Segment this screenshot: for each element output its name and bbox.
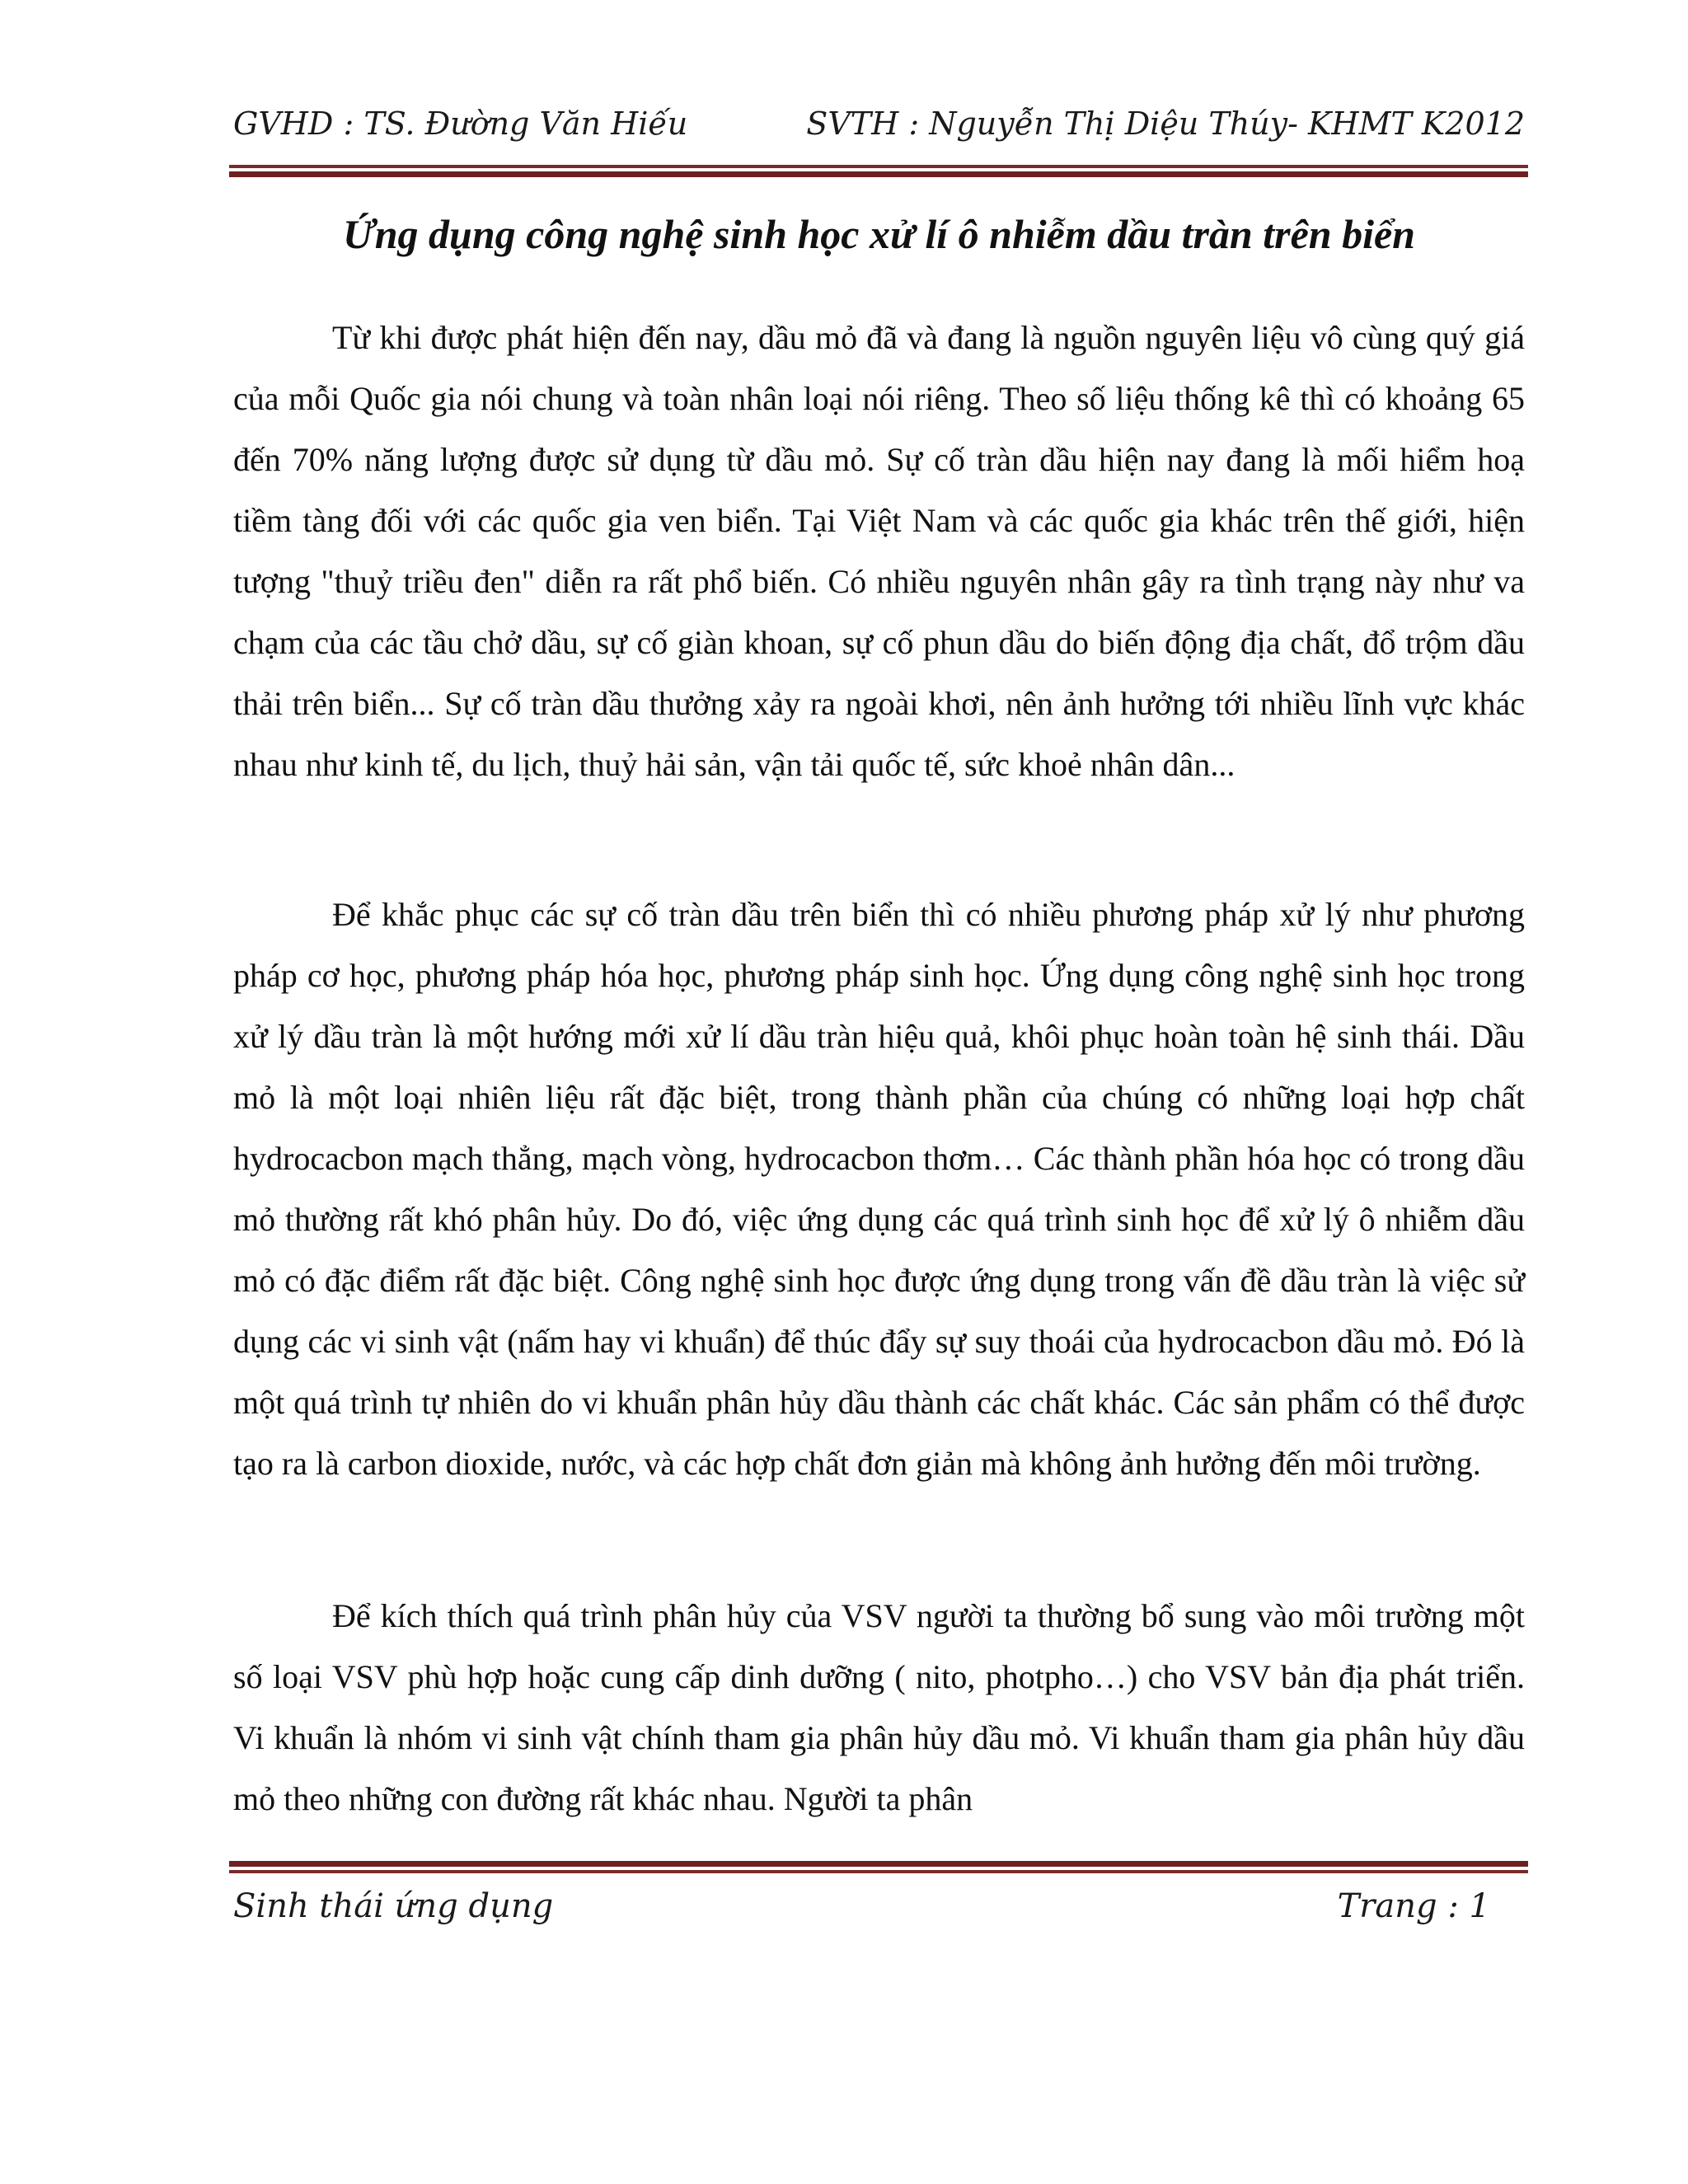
header-supervisor: GVHD : TS. Đường Văn Hiếu: [233, 105, 688, 142]
header-student: SVTH : Nguyễn Thị Diệu Thúy- KHMT K2012: [806, 105, 1525, 142]
paragraph-1: [233, 307, 1525, 795]
page-header: [233, 105, 1525, 152]
footer-divider: [229, 1861, 1528, 1873]
footer-subject: Sinh thái ứng dụng: [233, 1887, 554, 1925]
page-footer: [233, 1887, 1490, 1933]
paragraph-1-text: Từ khi được phát hiện đến nay, dầu mỏ đã và đang là nguồn nguyên liệu vô cùng quý giá của mỗi Quốc gia nói chung và toàn nhân loại nói riêng. Theo số liệu thống kê thì có khoảng 65 đến 70% năng lượng được sử dụng từ dầu mỏ. Sự cố tràn dầu hiện nay đang là mối hiểm hoạ tiềm tàng đối với các quốc gia ven biển. Tại Việt Nam và các quốc gia khác trên thế giới, hiện tượng "thuỷ triều đen" diễn ra rất phổ biến. Có nhiều nguyên nhân gây ra tình trạng này như va chạm của các tầu chở dầu, sự cố giàn khoan, sự cố phun dầu do biến động địa chất, đổ trộm dầu thải trên biển... Sự cố tràn dầu thưởng xảy ra ngoài khơi, nên ảnh hưởng tới nhiều lĩnh vực khác nhau như kinh tế, du lịch, thuỷ hải sản, vận tải quốc tế, sức khoẻ nhân dân...: [233, 319, 1525, 783]
footer-page-number: Trang : 1: [1337, 1887, 1490, 1925]
header-divider: [229, 165, 1528, 177]
paragraph-2-text: Để khắc phục các sự cố tràn dầu trên biển thì có nhiều phương pháp xử lý như phương pháp cơ học, phương pháp hóa học, phương pháp sinh học. Ứng dụng công nghệ sinh học trong xử lý dầu tràn là một hướng mới xử lí dầu tràn hiệu quả, khôi phục hoàn toàn hệ sinh thái. Dầu mỏ là một loại nhiên liệu rất đặc biệt, trong thành phần của chúng có những loại hợp chất hydrocacbon mạch thẳng, mạch vòng, hydrocacbon thơm… Các thành phần hóa học có trong dầu mỏ thường rất khó phân hủy. Do đó, việc ứng dụng các quá trình sinh học để xử lý ô nhiễm dầu mỏ có đặc điểm rất đặc biệt. Công nghệ sinh học được ứng dụng trong vấn đề dầu tràn là việc sử dụng các vi sinh vật (nấm hay vi khuẩn) để thúc đẩy sự suy thoái của hydrocacbon dầu mỏ. Đó là một quá trình tự nhiên do vi khuẩn phân hủy dầu thành các chất khác. Các sản phẩm có thể được tạo ra là carbon dioxide, nước, và các hợp chất đơn giản mà không ảnh hưởng đến môi trường.: [233, 896, 1525, 1482]
paragraph-2: [233, 884, 1525, 1494]
paragraph-3-text: Để kích thích quá trình phân hủy của VSV người ta thường bổ sung vào môi trường một số loại VSV phù hợp hoặc cung cấp dinh dưỡng ( nito, photpho…) cho VSV bản địa phát triển. Vi khuẩn là nhóm vi sinh vật chính tham gia phân hủy dầu mỏ. Vi khuẩn tham gia phân hủy dầu mỏ theo những con đường rất khác nhau. Người ta phân: [233, 1597, 1525, 1817]
document-title: Ứng dụng công nghệ sinh học xử lí ô nhiễm dầu tràn trên biển: [343, 211, 1415, 257]
paragraph-3: [233, 1586, 1525, 1830]
